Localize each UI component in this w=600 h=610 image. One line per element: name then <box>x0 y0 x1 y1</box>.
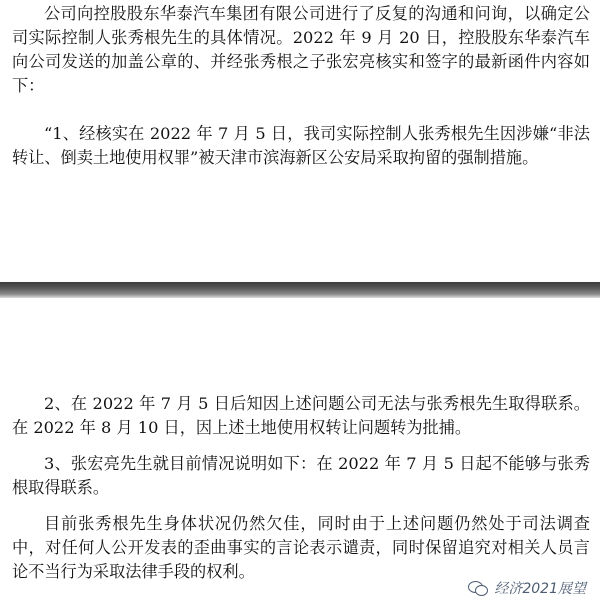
document-page-bottom <box>0 298 600 610</box>
watermark-label: 经济2021展望 <box>494 581 586 597</box>
document-page-top <box>0 0 600 282</box>
page-break-divider <box>0 282 600 298</box>
paragraph-control-inquiry: 公司向控股股东华泰汽车集团有限公司进行了反复的沟通和问询，以确定公司实际控制人张秀根先生的具体情况。2022 年 9 月 20 日，控股股东华泰汽车向公司发送的加盖公章的、并经张秀根之子张宏亮核实和签字的最新函件内容如下： <box>12 4 590 95</box>
paragraph-zhang-hongliang-statement: 3、张宏亮先生就目前情况说明如下：在 2022 年 7 月 5 日起不能够与张秀根取得联系。 <box>12 454 590 497</box>
watermark <box>468 578 586 598</box>
paragraph-health-condition: 目前张秀根先生身体状况仍然欠佳，同时由于上述问题仍然处于司法调查中，对任何人公开发表的歪曲事实的言论表示谴责，同时保留追究对相关人员言论不当行为采取法律手段的权利。 <box>12 514 590 581</box>
paragraph-detention-notice: “1、经核实在 2022 年 7 月 5 日，我司实际控制人张秀根先生因涉嫌“非法转让、倒卖土地使用权罪”被天津市滨海新区公安局采取拘留的强制措施。 <box>12 124 590 167</box>
paragraph-contact-lost: 2、在 2022 年 7 月 5 日后知因上述问题公司无法与张秀根先生取得联系。在 2022 年 8 月 10 日，因上述土地使用权转让问题转为批捕。 <box>12 394 590 437</box>
wechat-icon <box>468 580 488 596</box>
